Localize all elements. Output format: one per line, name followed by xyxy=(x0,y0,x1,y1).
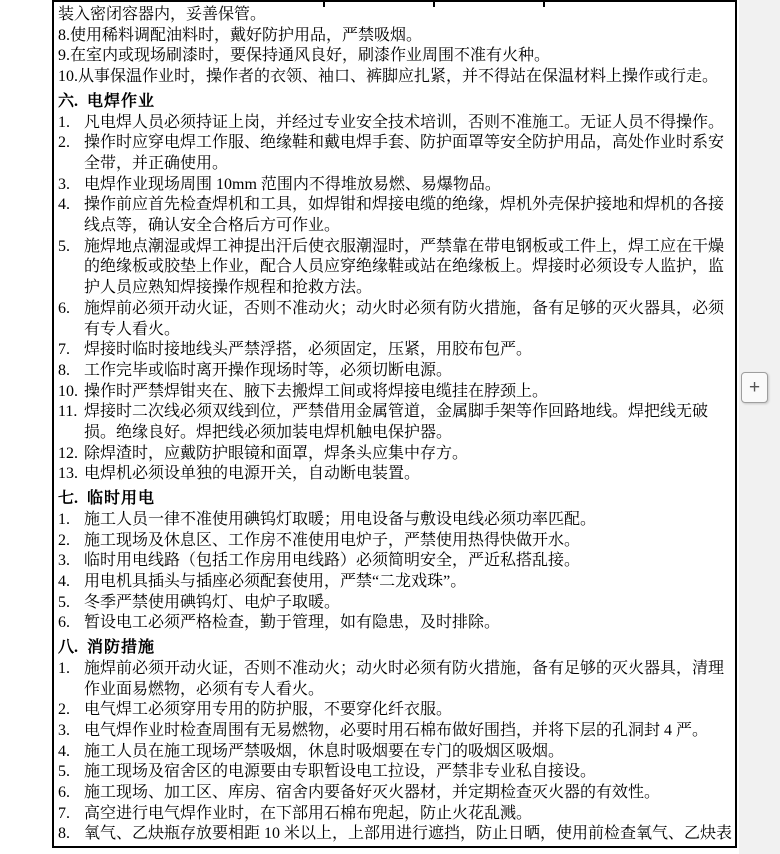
item-text: 冬季严禁使用碘钨灯、电炉子取暖。 xyxy=(84,593,341,611)
section-number: 八. xyxy=(58,639,79,657)
list-item xyxy=(58,402,733,443)
item-number: 7. xyxy=(58,804,70,822)
item-text: 临时用电线路（包括工作房用电线路）必须简明安全，严近私搭乱接。 xyxy=(84,552,581,570)
item-text: 凡电焊人员必须持证上岗，并经过专业安全技术培训，否则不准施工。无证人员不得操作。 xyxy=(84,113,725,131)
list-item xyxy=(58,444,733,465)
item-number: 6. xyxy=(58,614,70,632)
item-text: 施工现场、加工区、库房、宿舍内要备好灭火器材，并定期检查灭火器的有效性。 xyxy=(84,784,661,802)
item-number: 2. xyxy=(58,531,70,549)
item-number: 4. xyxy=(58,742,70,760)
item-number: 5. xyxy=(58,763,70,781)
item-text: 电焊机必须设单独的电源开关，自动断电装置。 xyxy=(84,465,421,483)
item-number: 10. xyxy=(58,382,78,400)
item-text: 电气焊工必须穿用专用的防护服，不要穿化纤衣服。 xyxy=(84,701,453,719)
list-item xyxy=(58,659,733,700)
item-number: 8. xyxy=(58,361,70,379)
item-number: 3. xyxy=(58,721,70,739)
section-heading xyxy=(58,489,733,510)
list-item xyxy=(58,824,733,845)
item-text: 施焊地点潮湿或焊工神提出汗后使衣服潮湿时，严禁靠在带电钢板或工件上，焊工应在干燥的绝缘板或胶垫上作业，配合人员应穿绝缘鞋或站在绝缘板上。焊接时必须设专人监护，监护人员应熟知焊接操作规程和抢救方法。 xyxy=(84,237,725,297)
section-heading xyxy=(58,92,733,113)
list-item xyxy=(58,593,733,614)
item-number: 3. xyxy=(58,552,70,570)
list-item xyxy=(58,742,733,763)
item-text: 除焊渣时，应戴防护眼镜和面罩，焊条头应集中存方。 xyxy=(84,444,469,462)
paragraph-line: 8.使用稀料调配油料时，戴好防护用品，严禁吸烟。 xyxy=(58,26,423,44)
item-text: 电气焊作业时检查周围有无易燃物，必要时用石棉布做好围挡，并将下层的孔洞封 4 严。 xyxy=(84,721,709,739)
list-item xyxy=(58,721,733,742)
list-item xyxy=(58,783,733,804)
item-number: 11. xyxy=(58,403,78,421)
item-number: 1. xyxy=(58,510,70,528)
document-body[interactable] xyxy=(54,2,735,846)
section-title: 消防措施 xyxy=(87,639,156,657)
item-text: 氧气、乙炔瓶存放要相距 10 米以上，上部用进行遮挡，防止日晒，使用前检查氧气、乙炔表 xyxy=(84,825,733,843)
paragraph-line: 10.从事保温作业时，操作者的衣领、袖口、裤脚应扎紧，并不得站在保温材料上操作或行走。 xyxy=(58,68,719,86)
item-text: 操作时严禁焊钳夹在、腋下去搬焊工间或将焊接电缆挂在脖颈上。 xyxy=(84,382,549,400)
item-text: 施工人员在施工现场严禁吸烟，休息时吸烟要在专门的吸烟区吸烟。 xyxy=(84,742,565,760)
list-item xyxy=(58,572,733,593)
list-item xyxy=(58,551,733,572)
list-item xyxy=(58,531,733,552)
list-item xyxy=(58,175,733,196)
list-item xyxy=(58,700,733,721)
item-text: 高空进行电气焊作业时，在下部用石棉布兜起，防止火花乱溅。 xyxy=(84,804,533,822)
paragraph-line: 装入密闭容器内，妥善保管。 xyxy=(58,6,267,23)
list-item xyxy=(58,464,733,485)
list-item xyxy=(58,804,733,825)
item-number: 12. xyxy=(58,444,78,462)
expand-button[interactable]: + xyxy=(741,372,768,403)
section-heading xyxy=(58,638,733,659)
list-item xyxy=(58,299,733,340)
item-number: 7. xyxy=(58,341,70,359)
item-text: 施工现场及休息区、工作房不准使用电炉子，严禁使用热得快做开水。 xyxy=(84,531,581,549)
item-number: 13. xyxy=(58,465,78,483)
item-number: 5. xyxy=(58,237,70,255)
item-number: 2. xyxy=(58,134,70,152)
item-text: 施工人员一律不准使用碘钨灯取暖；用电设备与敷设电线必须功率匹配。 xyxy=(84,510,597,528)
list-item xyxy=(58,361,733,382)
list-item xyxy=(58,195,733,236)
list-item xyxy=(58,613,733,634)
item-text: 操作时应穿电焊工作服、绝缘鞋和戴电焊手套、防护面罩等安全防护用品，高处作业时系安全带，并正确使用。 xyxy=(84,134,725,172)
item-text: 施焊前必须开动火证，否则不准动火；动火时必须有防火措施，备有足够的灭火器具，清理作业面易燃物，必须有专人看火。 xyxy=(84,659,725,698)
list-item xyxy=(58,340,733,361)
item-number: 1. xyxy=(58,113,70,131)
paragraph-line: 9.在室内或现场刷漆时，要保持通风良好，刷漆作业周围不准有火种。 xyxy=(58,47,551,65)
item-number: 8. xyxy=(58,825,70,843)
item-number: 4. xyxy=(58,572,70,590)
item-text: 施工现场及宿舍区的电源要由专职暂设电工拉设，严禁非专业私自接设。 xyxy=(84,763,597,781)
list-item xyxy=(58,113,733,134)
item-text: 用电机具插头与插座必须配套使用，严禁“二龙戏珠”。 xyxy=(84,572,467,590)
item-number: 2. xyxy=(58,701,70,719)
item-text: 电焊作业现场周围 10mm 范围内不得堆放易燃、易爆物品。 xyxy=(84,175,501,193)
item-text: 焊接时二次线必须双线到位，严禁借用金属管道，金属脚手架等作回路地线。焊把线无破损。绝缘良好。焊把线必须加装电焊机触电保护器。 xyxy=(84,403,709,442)
section-number: 七. xyxy=(58,490,79,508)
section-title: 电焊作业 xyxy=(87,92,156,110)
list-item xyxy=(58,133,733,174)
item-number: 3. xyxy=(58,175,70,193)
item-number: 1. xyxy=(58,659,70,677)
item-number: 5. xyxy=(58,593,70,611)
list-item xyxy=(58,510,733,531)
item-text: 施焊前必须开动火证，否则不准动火；动火时必须有防火措施，备有足够的灭火器具，必须有专人看火。 xyxy=(84,299,725,338)
item-number: 6. xyxy=(58,784,70,802)
list-item xyxy=(58,762,733,783)
list-item xyxy=(58,382,733,403)
item-text: 工作完毕或临时离开操作现场时等，必须切断电源。 xyxy=(84,361,453,379)
item-text: 暂设电工必须严格检查，勤于管理，如有隐患，及时排除。 xyxy=(84,614,501,632)
item-text: 焊接时临时接地线头严禁浮搭，必须固定，压紧，用胶布包严。 xyxy=(84,341,533,359)
item-text: 操作前应首先检查焊机和工具，如焊钳和焊接电缆的绝缘，焊机外壳保护接地和焊机的各接线点等，确认安全合格后方可作业。 xyxy=(84,196,725,235)
section-number: 六. xyxy=(58,92,79,110)
item-number: 6. xyxy=(58,299,70,317)
document-page xyxy=(52,0,737,848)
canvas-gutter xyxy=(739,0,780,854)
section-title: 临时用电 xyxy=(87,490,156,508)
item-number: 4. xyxy=(58,196,70,214)
list-item xyxy=(58,237,733,299)
